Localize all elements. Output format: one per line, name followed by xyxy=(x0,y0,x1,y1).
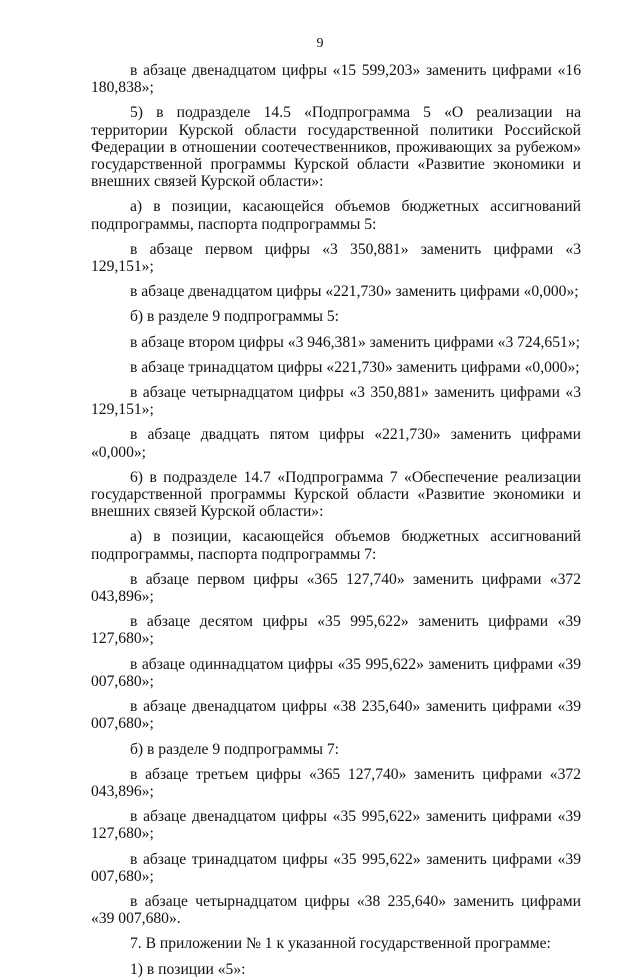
paragraph: в абзаце первом цифры «3 350,881» заменить цифрами «3 129,151»; xyxy=(91,240,581,276)
page-number: 9 xyxy=(316,36,324,51)
paragraph: в абзаце двенадцатом цифры «15 599,203» заменить цифрами «16 180,838»; xyxy=(91,62,581,97)
paragraph: в абзаце тринадцатом цифры «221,730» заменить цифрами «0,000»; xyxy=(130,358,580,376)
paragraph: а) в позиции, касающейся объемов бюджетных ассигнований подпрограммы, паспорта подпрограммы 7: xyxy=(91,528,581,563)
paragraph: в абзаце десятом цифры «35 995,622» заменить цифрами «39 127,680»; xyxy=(91,613,581,648)
paragraph: в абзаце четырнадцатом цифры «38 235,640» заменить цифрами «39 007,680». xyxy=(91,892,581,928)
paragraph: в абзаце двенадцатом цифры «38 235,640» заменить цифрами «39 007,680»; xyxy=(91,698,581,733)
document-body xyxy=(91,62,581,978)
paragraph: 5) в подразделе 14.5 «Подпрограмма 5 «О реализации на территории Курской области государственной политики Российской Федерации в отношении соотечественников, проживающих за рубежом» государственной программы Курской области «Развитие экономики и внешних связей Курской области»: xyxy=(91,104,581,191)
paragraph: а) в позиции, касающейся объемов бюджетных ассигнований подпрограммы, паспорта подпрограммы 5: xyxy=(91,198,581,233)
paragraph: б) в разделе 9 подпрограммы 7: xyxy=(130,740,339,758)
paragraph: в абзаце двадцать пятом цифры «221,730» заменить цифрами «0,000»; xyxy=(91,426,581,461)
paragraph: 7. В приложении № 1 к указанной государственной программе: xyxy=(130,935,551,953)
paragraph: в абзаце втором цифры «3 946,381» заменить цифрами «3 724,651»; xyxy=(130,333,580,351)
paragraph: б) в разделе 9 подпрограммы 5: xyxy=(130,308,339,326)
paragraph: в абзаце двенадцатом цифры «221,730» заменить цифрами «0,000»; xyxy=(130,283,579,301)
paragraph: 6) в подразделе 14.7 «Подпрограмма 7 «Обеспечение реализации государственной программы Курской области «Развитие экономики и внешних связей Курской области»: xyxy=(91,468,581,521)
paragraph: в абзаце одиннадцатом цифры «35 995,622» заменить цифрами «39 007,680»; xyxy=(91,655,581,690)
paragraph: в абзаце третьем цифры «365 127,740» заменить цифрами «372 043,896»; xyxy=(91,765,581,800)
paragraph: в абзаце четырнадцатом цифры «3 350,881» заменить цифрами «3 129,151»; xyxy=(91,384,581,419)
paragraph: в абзаце первом цифры «365 127,740» заменить цифрами «372 043,896»; xyxy=(91,570,581,606)
paragraph: в абзаце тринадцатом цифры «35 995,622» заменить цифрами «39 007,680»; xyxy=(91,850,581,885)
paragraph: в абзаце двенадцатом цифры «35 995,622» заменить цифрами «39 127,680»; xyxy=(91,808,581,843)
paragraph: 1) в позиции «5»: xyxy=(130,960,246,978)
